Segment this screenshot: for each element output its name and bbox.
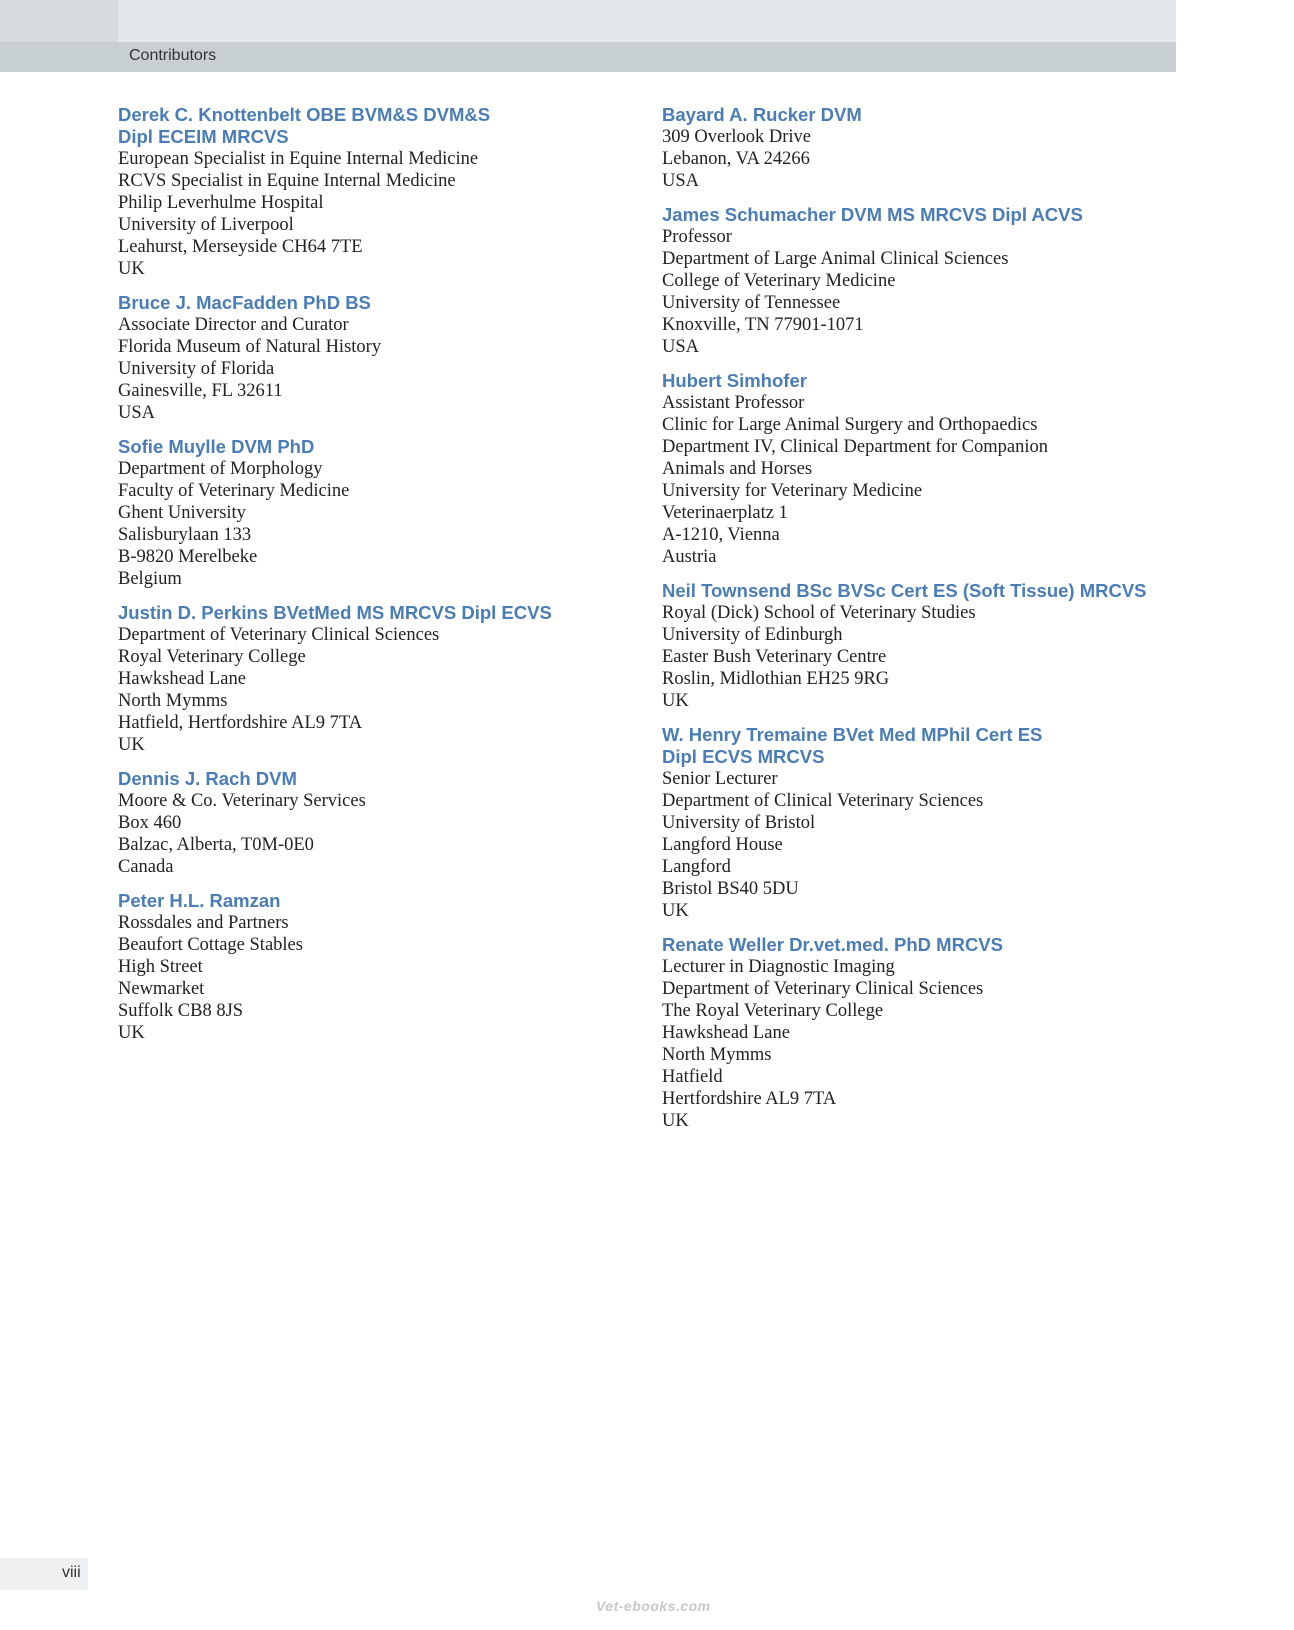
- contributor-affiliation-line: Austria: [662, 547, 717, 567]
- contributor-affiliation-line: Veterinaerplatz 1: [662, 503, 788, 523]
- contributor-affiliation-line: Department of Morphology: [118, 459, 323, 479]
- contributor-affiliation-line: University of Bristol: [662, 813, 816, 833]
- contributors-right-column: [662, 104, 1182, 1144]
- contributor-affiliation-line: Leahurst, Merseyside CH64 7TE: [118, 237, 363, 257]
- contributor-affiliation-line: University of Florida: [118, 359, 275, 379]
- contributor-entry: [662, 724, 1182, 922]
- contributor-affiliation-line: The Royal Veterinary College: [662, 1001, 884, 1021]
- contributor-affiliation-line: North Mymms: [662, 1045, 772, 1065]
- contributor-name: Derek C. Knottenbelt OBE BVM&S DVM&S: [118, 104, 491, 125]
- contributor-affiliation-line: Suffolk CB8 8JS: [118, 1001, 244, 1021]
- running-header-title: Contributors: [129, 47, 217, 64]
- contributor-affiliation-line: Newmarket: [118, 979, 205, 999]
- contributor-entry: [118, 436, 618, 590]
- contributor-affiliation-line: Moore & Co. Veterinary Services: [118, 791, 366, 811]
- contributor-affiliation-line: Hawkshead Lane: [118, 669, 246, 689]
- contributor-name: W. Henry Tremaine BVet Med MPhil Cert ES: [662, 724, 1043, 745]
- contributor-affiliation-line: University of Edinburgh: [662, 625, 843, 645]
- contributor-name: Renate Weller Dr.vet.med. PhD MRCVS: [662, 934, 1003, 955]
- contributor-name: Sofie Muylle DVM PhD: [118, 436, 315, 457]
- contributor-affiliation-line: Belgium: [118, 569, 182, 589]
- contributor-affiliation-line: RCVS Specialist in Equine Internal Medicine: [118, 171, 456, 191]
- contributor-affiliation-line: 309 Overlook Drive: [662, 127, 811, 147]
- contributor-affiliation-line: Animals and Horses: [662, 459, 813, 479]
- contributor-affiliation-line: A-1210, Vienna: [662, 525, 780, 545]
- contributor-affiliation-line: Department of Veterinary Clinical Sciences: [118, 625, 440, 645]
- contributor-affiliation-line: Ghent University: [118, 503, 246, 523]
- contributor-affiliation-line: UK: [662, 1111, 689, 1131]
- contributor-name: Peter H.L. Ramzan: [118, 890, 281, 911]
- contributor-affiliation-line: Gainesville, FL 32611: [118, 381, 283, 401]
- contributor-affiliation-line: Senior Lecturer: [662, 769, 778, 789]
- contributor-affiliation-line: Department of Large Animal Clinical Sciences: [662, 249, 1009, 269]
- contributor-affiliation-line: UK: [662, 691, 689, 711]
- page-number: viii: [62, 1564, 81, 1581]
- contributor-name: Hubert Simhofer: [662, 370, 807, 391]
- contributor-affiliation-line: Florida Museum of Natural History: [118, 337, 382, 357]
- contributor-entry: [118, 890, 618, 1044]
- contributor-affiliation-line: Easter Bush Veterinary Centre: [662, 647, 887, 667]
- watermark-logo: Vet-ebooks.com: [596, 1598, 711, 1614]
- contributor-name: Neil Townsend BSc BVSc Cert ES (Soft Tissue) MRCVS: [662, 580, 1147, 601]
- contributors-left-column: [118, 104, 618, 1056]
- contributor-affiliation-line: Knoxville, TN 77901-1071: [662, 315, 864, 335]
- contributor-entry: [662, 580, 1182, 712]
- contributor-name: Bruce J. MacFadden PhD BS: [118, 292, 371, 313]
- top-band-tab: [0, 0, 118, 42]
- contributor-entry: [662, 370, 1182, 568]
- contributor-name: Dipl ECVS MRCVS: [662, 746, 825, 767]
- contributor-affiliation-line: Assistant Professor: [662, 393, 805, 413]
- contributor-affiliation-line: Langford: [662, 857, 731, 877]
- contributor-affiliation-line: Clinic for Large Animal Surgery and Orthopaedics: [662, 415, 1038, 435]
- contributor-affiliation-line: Faculty of Veterinary Medicine: [118, 481, 350, 501]
- contributor-affiliation-line: Balzac, Alberta, T0M-0E0: [118, 835, 314, 855]
- contributor-affiliation-line: University of Liverpool: [118, 215, 294, 235]
- contributor-affiliation-line: Rossdales and Partners: [118, 913, 289, 933]
- contributor-affiliation-line: Langford House: [662, 835, 783, 855]
- contributor-affiliation-line: University for Veterinary Medicine: [662, 481, 923, 501]
- contributor-affiliation-line: Professor: [662, 227, 732, 247]
- contributor-affiliation-line: Beaufort Cottage Stables: [118, 935, 303, 955]
- contributor-affiliation-line: UK: [118, 735, 145, 755]
- contributor-name: Dennis J. Rach DVM: [118, 768, 297, 789]
- top-band: [0, 0, 1176, 42]
- contributor-entry: [662, 204, 1182, 358]
- contributor-affiliation-line: High Street: [118, 957, 203, 977]
- contributor-affiliation-line: Department IV, Clinical Department for Companion: [662, 437, 1049, 457]
- contributor-affiliation-line: Associate Director and Curator: [118, 315, 349, 335]
- contributor-affiliation-line: Royal Veterinary College: [118, 647, 306, 667]
- contributor-affiliation-line: Hatfield, Hertfordshire AL9 7TA: [118, 713, 363, 733]
- contributor-entry: [118, 292, 618, 424]
- contributor-entry: [118, 768, 618, 878]
- contributor-affiliation-line: USA: [662, 171, 700, 191]
- contributor-affiliation-line: USA: [662, 337, 700, 357]
- contributor-affiliation-line: Roslin, Midlothian EH25 9RG: [662, 669, 890, 689]
- contributor-name: Justin D. Perkins BVetMed MS MRCVS Dipl ECVS: [118, 602, 552, 623]
- contributor-entry: [662, 104, 1182, 192]
- contributor-affiliation-line: Hatfield: [662, 1067, 723, 1087]
- contributor-name: James Schumacher DVM MS MRCVS Dipl ACVS: [662, 204, 1083, 225]
- contributor-affiliation-line: Box 460: [118, 813, 182, 833]
- contributor-affiliation-line: Salisburylaan 133: [118, 525, 252, 545]
- contributor-name: Bayard A. Rucker DVM: [662, 104, 862, 125]
- contributor-affiliation-line: European Specialist in Equine Internal Medicine: [118, 149, 479, 169]
- contributor-affiliation-line: UK: [662, 901, 689, 921]
- contributor-affiliation-line: Lecturer in Diagnostic Imaging: [662, 957, 895, 977]
- contributor-affiliation-line: UK: [118, 1023, 145, 1043]
- contributor-entry: [118, 104, 618, 280]
- contributor-affiliation-line: North Mymms: [118, 691, 228, 711]
- contributor-affiliation-line: Lebanon, VA 24266: [662, 149, 810, 169]
- contributor-affiliation-line: University of Tennessee: [662, 293, 841, 313]
- contributor-affiliation-line: Canada: [118, 857, 174, 877]
- contributor-affiliation-line: Bristol BS40 5DU: [662, 879, 799, 899]
- contributor-entry: [662, 934, 1182, 1132]
- contributor-affiliation-line: USA: [118, 403, 156, 423]
- contributor-affiliation-line: B-9820 Merelbeke: [118, 547, 258, 567]
- contributor-affiliation-line: Department of Clinical Veterinary Sciences: [662, 791, 984, 811]
- contributor-affiliation-line: Hawkshead Lane: [662, 1023, 790, 1043]
- contributor-affiliation-line: Philip Leverhulme Hospital: [118, 193, 324, 213]
- contributor-affiliation-line: Royal (Dick) School of Veterinary Studies: [662, 603, 976, 623]
- contributor-affiliation-line: Hertfordshire AL9 7TA: [662, 1089, 837, 1109]
- contributor-entry: [118, 602, 618, 756]
- contributor-affiliation-line: College of Veterinary Medicine: [662, 271, 896, 291]
- contributor-affiliation-line: UK: [118, 259, 145, 279]
- contributor-affiliation-line: Department of Veterinary Clinical Sciences: [662, 979, 984, 999]
- contributor-name: Dipl ECEIM MRCVS: [118, 126, 289, 147]
